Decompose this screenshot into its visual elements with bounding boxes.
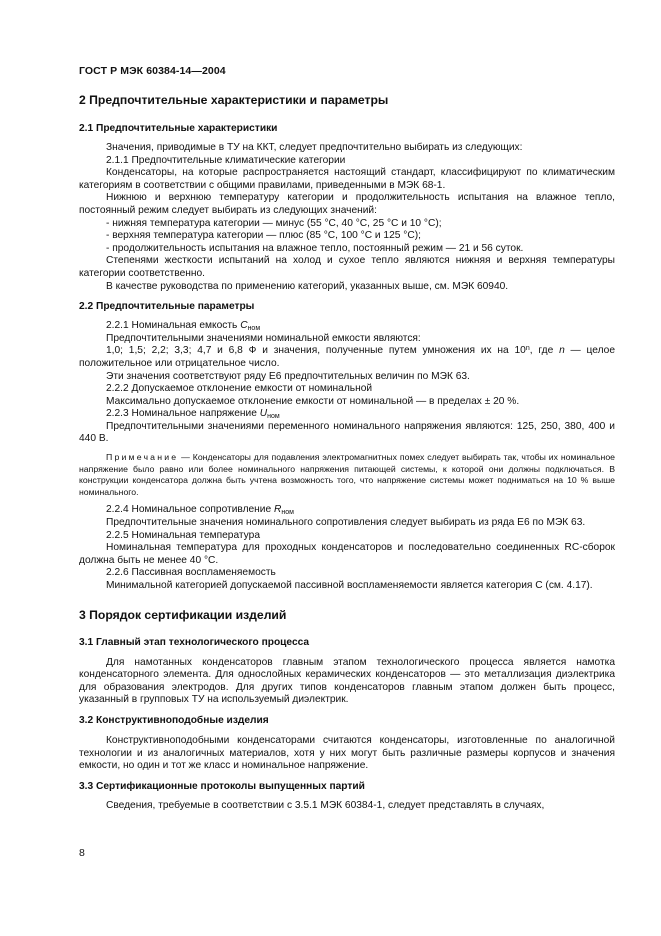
list-item: - нижняя температура категории — минус (55 °С, 40 °С, 25 °С и 10 °С); [106,217,442,229]
subsection-2-1-title: 2.1 Предпочтительные характеристики [79,123,278,134]
paragraph: Предпочтительными значениями переменного номинального напряжения являются: 125, 250, 380, 400 и 440 В. [79,420,615,445]
paragraph: 2.2.6 Пассивная воспламеняемость [106,567,276,579]
paragraph: Конструктивноподобными конденсаторами считаются конденсаторы, изготовленные по аналогичной технологии и из аналогичных материалов, хотя у них могут быть различные размеры корпусов и значения емкости, но один и тот же класс и номинальное напряжение. [79,734,615,772]
section-3-title: 3 Порядок сертификации изделий [79,607,287,622]
paragraph: В качестве руководства по применению категорий, указанных выше, см. МЭК 60940. [106,280,509,292]
page-number: 8 [79,847,85,859]
paragraph: Степенями жесткости испытаний на холод и сухое тепло являются нижняя и верхняя температуры категории соответственно. [79,255,615,279]
document-body [79,92,615,812]
paragraph: 2.1.1 Предпочтительные климатические категории [106,154,346,166]
paragraph: Значения, приводимые в ТУ на ККТ, следует предпочтительно выбирать из следующих: [106,142,523,153]
note: Примечание — Конденсаторы для подавления электромагнитных помех следует выбирать так, чтобы их номинальное напряжение было равно или более номинального напряжения питающей системы, к которой они должны подключаться. В конструкции конденсатора должна быть учтена возможность того, что напряжение системы может подниматься на 10 % выше номинального. [79,452,615,497]
paragraph: Минимальной категорией допускаемой пассивной воспламеняемости является категория С (см. 4.17). [106,580,593,591]
paragraph: Конденсаторы, на которые распространяется настоящий стандарт, классифицируют по климатическим категориям в соответствии с общими правилами, приведенными в МЭК 68-1. [79,167,615,191]
paragraph: Предпочтительными значениями номинальной емкости являются: [106,332,421,344]
paragraph: Для намотанных конденсаторов главным этапом технологического процесса является намотка конденсаторного элемента. Для однослойных керамических конденсаторов — это металлизация диэлектрика для образования электродов. Для других типов конденсаторов главным этапом должен быть процесс, указанный в групповых ТУ на используемый диэлектрик. [79,656,615,706]
paragraph: Номинальная температура для проходных конденсаторов и последовательно соединенных RC-сборок должна быть не менее 40 °С. [79,542,615,566]
paragraph: 2.2.5 Номинальная температура [106,529,260,541]
paragraph: Сведения, требуемые в соответствии с 3.5.1 МЭК 60384-1, следует представлять в случаях, [106,799,545,811]
subsection-3-2-title: 3.2 Конструктивноподобные изделия [79,714,269,726]
paragraph: 2.2.4 Номинальное сопротивление $R_{ном}$ [106,504,294,517]
list-item: - верхняя температура категории — плюс (85 °С, 100 °С и 125 °С); [106,230,421,242]
list-item: - продолжительность испытания на влажное тепло, постоянный режим — 21 и 56 суток. [106,242,524,254]
paragraph: 2.2.3 Номинальное напряжение $U_{ном}$ [106,408,280,421]
section-2-title: 2 Предпочтительные характеристики и параметры [79,93,389,107]
note-label: Примечание [106,452,179,463]
paragraph: 2.2.1 Номинальная емкость $C_{ном}$ [106,320,261,333]
paragraph: 2.2.2 Допускаемое отклонение емкости от номинальной [106,383,373,395]
paragraph: Нижнюю и верхнюю температуру категории и продолжительность испытания на влажное тепло, постоянный режим следует выбирать из следующих значений: [79,192,615,216]
subsection-2-2-title: 2.2 Предпочтительные параметры [79,301,255,313]
paragraph: 1,0; 1,5; 2,2; 3,3; 4,7 и 6,8 Ф и значения, полученные путем умножения их на 10$^n$, где n — целое положительное или отрицательное число. [79,345,615,369]
subsection-3-1-title: 3.1 Главный этап технологического процесса [79,636,310,648]
document-header: ГОСТ Р МЭК 60384-14—2004 [79,65,226,77]
subsection-3-3-title: 3.3 Сертификационные протоколы выпущенных партий [79,780,365,792]
paragraph: Эти значения соответствуют ряду Е6 предпочтительных величин по МЭК 63. [106,370,470,382]
paragraph: Максимально допускаемое отклонение емкости от номинальной — в пределах ± 20 %. [106,395,520,407]
paragraph: Предпочтительные значения номинального сопротивления следует выбирать из ряда Е6 по МЭК 63. [106,517,586,529]
